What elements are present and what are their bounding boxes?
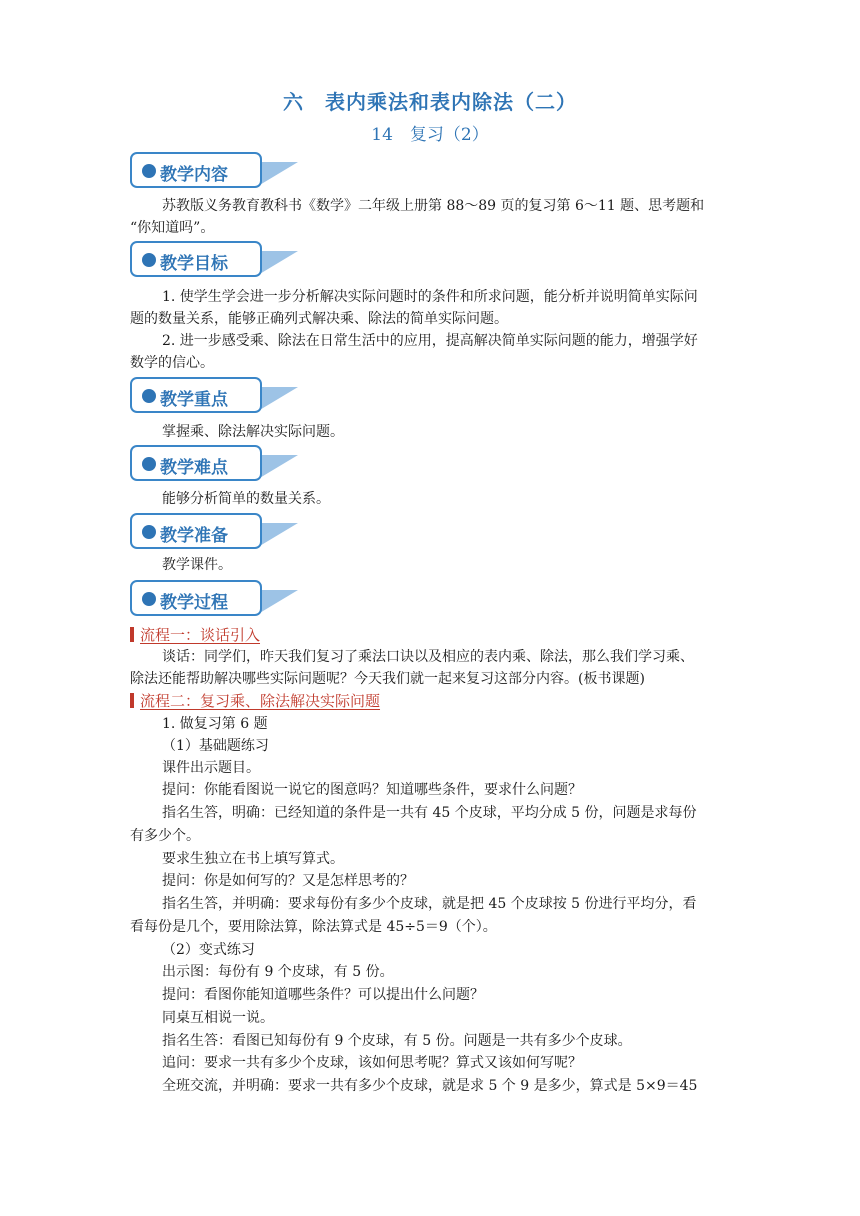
section-header-process (130, 580, 300, 620)
flow-bar-icon (130, 627, 134, 642)
flow-bar-icon (130, 693, 134, 708)
goals-line-2: 题的数量关系，能够正确列式解决乘、除法的简单实际问题。 (130, 311, 508, 327)
flow2-line-10: 看每份是几个，要用除法算，除法算式是 45÷5＝9（个）。 (130, 919, 497, 935)
goals-line-1: 1. 使学生学会进一步分析解决实际问题时的条件和所求问题，能分析并说明简单实际问 (162, 289, 698, 305)
section-label: 教学难点 (160, 458, 228, 478)
flow2-line-13: 提问：看图你能知道哪些条件？可以提出什么问题？ (162, 987, 484, 1003)
prep-text: 教学课件。 (162, 557, 232, 573)
flow2-line-12: 出示图：每份有 9 个皮球，有 5 份。 (162, 964, 394, 980)
flow2-line-1: 1. 做复习第 6 题 (162, 716, 268, 732)
tab-arrow-icon (258, 387, 300, 417)
flow1-line-1: 谈话：同学们，昨天我们复习了乘法口诀以及相应的表内乘、除法，那么我们学习乘、 (162, 649, 694, 665)
bullet-dot-icon (142, 457, 156, 471)
flow2-line-15: 指名生答：看图已知每份有 9 个皮球，有 5 份。问题是一共有多少个皮球。 (162, 1033, 632, 1049)
key-text: 掌握乘、除法解决实际问题。 (162, 424, 344, 440)
section-header-goals (130, 241, 300, 281)
goals-line-4: 数学的信心。 (130, 355, 214, 371)
section-label: 教学目标 (160, 254, 228, 274)
section-header-key (130, 377, 300, 417)
goals-line-3: 2. 进一步感受乘、除法在日常生活中的应用，提高解决简单实际问题的能力，增强学好 (162, 333, 698, 349)
difficulty-text: 能够分析简单的数量关系。 (162, 491, 330, 507)
bullet-dot-icon (142, 592, 156, 606)
flow-title: 流程二：复习乘、除法解决实际问题 (140, 692, 381, 710)
flow2-line-16: 追问：要求一共有多少个皮球，该如何思考呢？算式又该如何写呢？ (162, 1055, 582, 1071)
tab-arrow-icon (258, 455, 300, 485)
bullet-dot-icon (142, 389, 156, 403)
flow-heading-2 (130, 691, 380, 711)
content-line-2: “你知道吗”。 (130, 220, 215, 236)
flow-heading-1 (130, 625, 260, 645)
flow2-line-3: 课件出示题目。 (162, 760, 260, 776)
flow2-line-2: （1）基础题练习 (162, 738, 269, 754)
flow-title: 流程一：谈话引入 (140, 626, 261, 644)
flow2-line-14: 同桌互相说一说。 (162, 1010, 274, 1026)
tab-arrow-icon (258, 251, 300, 281)
section-header-content (130, 152, 300, 192)
section-header-difficulty (130, 445, 300, 485)
flow1-line-2: 除法还能帮助解决哪些实际问题呢？今天我们就一起来复习这部分内容。(板书课题) (130, 671, 645, 687)
flow2-line-6: 有多少个。 (130, 828, 200, 844)
bullet-dot-icon (142, 164, 156, 178)
bullet-dot-icon (142, 253, 156, 267)
page-subtitle: 14 复习（2） (371, 125, 489, 145)
flow2-line-17: 全班交流，并明确：要求一共有多少个皮球，就是求 5 个 9 是多少，算式是 5×9＝45 (162, 1078, 698, 1094)
flow2-line-11: （2）变式练习 (162, 942, 255, 958)
section-label: 教学过程 (160, 593, 228, 613)
section-header-prep (130, 513, 300, 553)
tab-arrow-icon (258, 523, 300, 553)
flow2-line-9: 指名生答，并明确：要求每份有多少个皮球，就是把 45 个皮球按 5 份进行平均分，看 (162, 896, 697, 912)
tab-arrow-icon (258, 162, 300, 192)
section-label: 教学准备 (160, 526, 228, 546)
flow2-line-5: 指名生答，明确：已经知道的条件是一共有 45 个皮球，平均分成 5 份，问题是求每份 (162, 805, 697, 821)
bullet-dot-icon (142, 525, 156, 539)
section-label: 教学内容 (160, 165, 228, 185)
page-title: 六 表内乘法和表内除法（二） (283, 90, 577, 114)
tab-arrow-icon (258, 590, 300, 620)
flow2-line-7: 要求生独立在书上填写算式。 (162, 851, 344, 867)
content-line-1: 苏教版义务教育教科书《数学》二年级上册第 88～89 页的复习第 6～11 题、思考题和 (162, 198, 705, 214)
section-label: 教学重点 (160, 390, 228, 410)
flow2-line-8: 提问：你是如何写的？又是怎样思考的？ (162, 873, 414, 889)
flow2-line-4: 提问：你能看图说一说它的图意吗？知道哪些条件，要求什么问题？ (162, 782, 582, 798)
